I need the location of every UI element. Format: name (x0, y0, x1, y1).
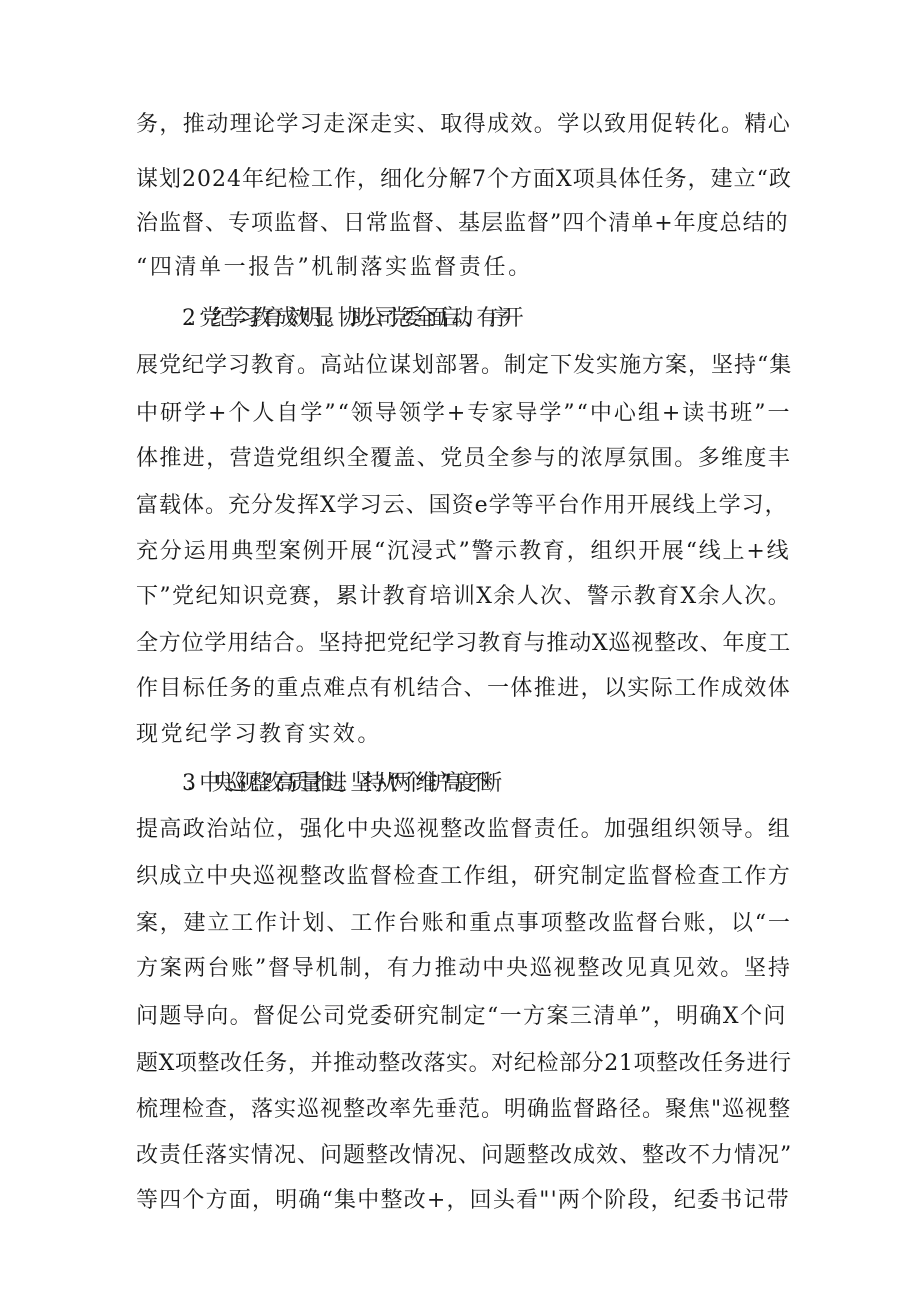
text-line: 2．党纪学习教育成效明显。协助公司党委全面启动、有序开 (182, 306, 515, 331)
text-line: 织成立中央巡视整改监督检查工作组，研究制定监督检查工作方 (136, 864, 792, 889)
text-line: 现党纪学习教育实效。 (136, 722, 383, 747)
text-line: 案，建立工作计划、工作台账和重点事项整改监督台账，以“一 (136, 911, 792, 936)
text-line: 问题导向。督促公司党委研究制定“一方案三清单”，明确X个问 (136, 1004, 787, 1029)
text-line: 中研学+个人自学”“领导领学+专家导学”“中心组+读书班”一 (136, 401, 792, 426)
text-line: 题X项整改任务，并推动整改落实。对纪检部分21项整改任务进行 (136, 1051, 792, 1076)
text-line: 改责任落实情况、问题整改情况、问题整改成效、整改不力情况” (136, 1143, 793, 1168)
text-line: 充分运用典型案例开展“沉浸式”警示教育，组织开展“线上+线 (136, 539, 791, 564)
text-line: 3．中央巡视整改高质量推进。坚持从“两个维护”高度不断 (182, 771, 493, 796)
text-line: 等四个方面，明确“集中整改+，回头看"'两个阶段，纪委书记带 (136, 1188, 790, 1213)
text-line: 提高政治站位，强化中央巡视整改监督责任。加强组织领导。组 (136, 817, 792, 842)
text-line: 治监督、专项监督、日常监督、基层监督”四个清单+年度总结的 (136, 211, 789, 236)
text-line: 全方位学用结合。坚持把党纪学习教育与推动X巡视整改、年度工 (136, 631, 791, 656)
text-line: 作目标任务的重点难点有机结合、一体推进，以实际工作成效体 (136, 676, 792, 701)
text-line: 务，推动理论学习走深走实、取得成效。学以致用促转化。精心 (136, 112, 792, 137)
text-line: 富载体。充分发挥X学习云、国资e学等平台作用开展线上学习， (136, 493, 788, 518)
text-line: 体推进，营造党组织全覆盖、党员全参与的浓厚氛围。多维度丰 (136, 446, 792, 471)
text-line: 谋划2024年纪检工作，细化分解7个方面X项具体任务，建立“政 (136, 167, 792, 192)
text-line: 梳理检查，落实巡视整改率先垂范。明确监督路径。聚焦"巡视整 (136, 1097, 792, 1122)
text-line: “四清单一报告”机制落实监督责任。 (136, 255, 533, 280)
text-line: 方案两台账”督导机制，有力推动中央巡视整改见真见效。坚持 (136, 956, 792, 981)
text-line: 展党纪学习教育。高站位谋划部署。制定下发实施方案，坚持“集 (136, 353, 793, 378)
text-line: 下”党纪知识竞赛，累计教育培训X余人次、警示教育X余人次。 (136, 584, 792, 609)
